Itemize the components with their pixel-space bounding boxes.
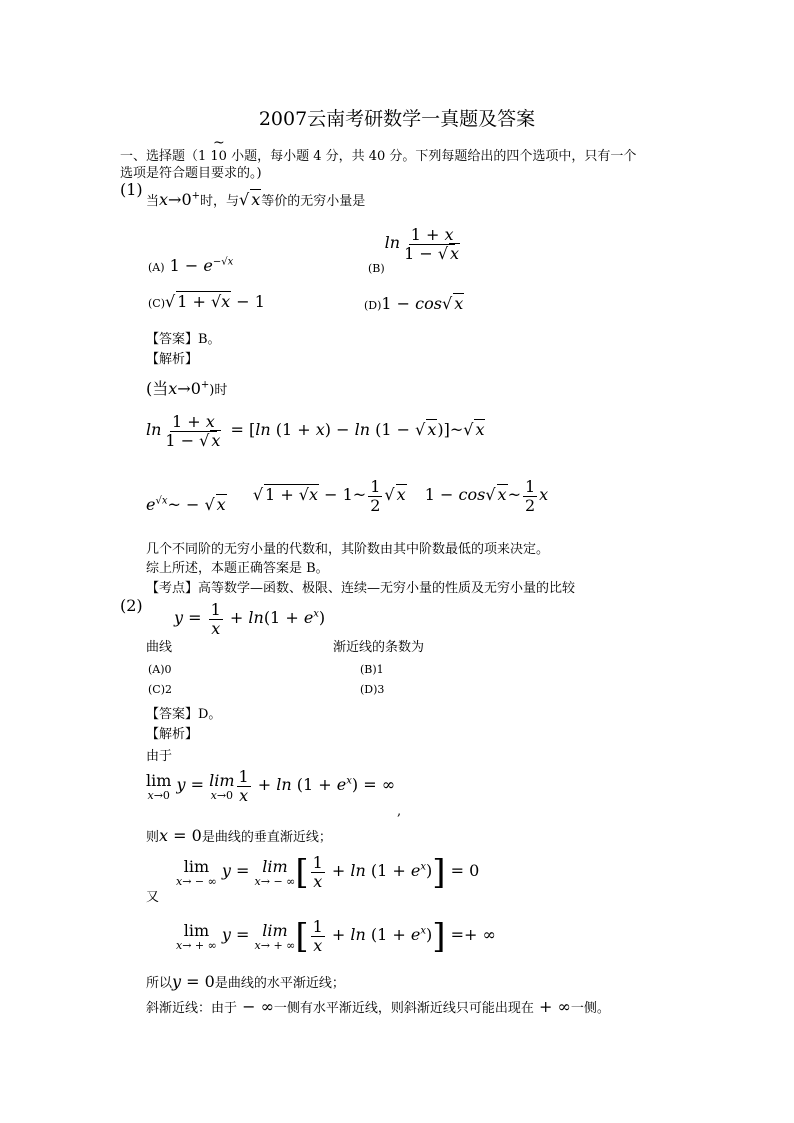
option-b-ln: ln [384, 233, 401, 252]
q2-option-c: (C)2 [148, 683, 172, 696]
q1-when-b: )时 [209, 383, 228, 398]
section-heading-cont: 选项是符合题目要求的。) [120, 166, 262, 181]
q2-so-a: 所以 [146, 976, 173, 991]
option-c-label: (C) [148, 297, 165, 310]
option-c-expr: √ 1 + √x − 1 [165, 292, 265, 311]
q1-answer: 【答案】B。 [146, 332, 221, 347]
section-heading: 一、选择题（1 10 小题，每小题 4 分，共 40 分。下列每题给出的四个选项中，只有一个 [120, 149, 637, 164]
q1-when-a: (当 [146, 379, 169, 398]
option-d-expr: 1 − cos√ x [381, 294, 464, 313]
q2-analysis-label: 【解析】 [146, 727, 199, 742]
sqrt-symbol [239, 190, 249, 209]
q1-limit-expr: x [159, 190, 169, 209]
q2-stem-a: 曲线 [146, 640, 173, 655]
q2-limit-2: lim x→ − ∞ y = lim x→ − ∞ [ $\frac{1}{x}$ + $\ln (1 + e^x)] = 0$ [176, 852, 480, 893]
sqrt-x: x [251, 190, 261, 209]
q2-oblique-c: 一侧。 [570, 1001, 610, 1016]
option-a-label: (A) [148, 261, 165, 274]
q1-stem-b: 时，与 [200, 194, 240, 209]
q1-option-d [364, 294, 464, 313]
q1-option-b [368, 226, 464, 275]
q2-vertical: 则x = 0是曲线的垂直渐近线； [146, 826, 332, 845]
q2-number: (2) [120, 596, 143, 615]
q1-option-c [148, 292, 265, 311]
q2-option-b: (B)1 [360, 663, 384, 676]
option-b-label: (B) [368, 262, 385, 275]
q2-then-a: 则 [146, 830, 160, 845]
tilde-mark: ~ [213, 135, 225, 151]
q1-note-1: 几个不同阶的无穷小量的代数和，其阶数由其中阶数最低的项来决定。 [146, 542, 550, 557]
q2-oblique-a: 斜渐近线：由于 [146, 1001, 238, 1016]
q1-number: (1) [120, 180, 143, 199]
q2-oblique-b: 一侧有水平渐近线，则斜渐近线只可能出现在 [273, 1001, 534, 1016]
q1-stem-a: 当 [146, 194, 160, 209]
q1-when-x: x [168, 379, 178, 398]
q2-answer: 【答案】D。 [146, 707, 222, 722]
q1-analysis-label: 【解析】 [146, 352, 199, 367]
q2-so-b: 是曲线的水平渐近线； [214, 976, 345, 991]
q1-equation-1: ln $\frac{1 + x}{1 - √ x}$ = [ln (1 + x) − ln (1 − √ x)]~√ x [146, 412, 485, 450]
page-title: 2007云南考研数学一真题及答案 [258, 108, 536, 130]
q1-when [146, 376, 227, 399]
q1-option-a [148, 256, 233, 275]
q1-kaodian: 【考点】高等数学—函数、极限、连续—无穷小量的性质及无穷小量的比较 [146, 581, 576, 596]
q1-equation-2: $e^{√x}\sim$ − √ x √ 1 + √x − 1~ $\frac{1}{2}$ √ x 1 − cos√ x~ $\frac{1}{2}$ x [146, 477, 549, 515]
q2-curve-expr: y = $\frac{1}{x}$ + ln⁡(1 + $e^x$) [174, 600, 326, 638]
q2-horizontal: 所以y = 0是曲线的水平渐近线； [146, 972, 345, 991]
q1-when-arrow: →0+ [177, 379, 210, 398]
q2-comma: , [397, 804, 402, 819]
q2-limit-1: lim x→0 y = lim x→0 $\frac{1}{x}$ + $\ln (1 + e^x)$ = ∞ [146, 767, 396, 805]
q1-stem [146, 190, 365, 209]
q1-note-2: 综上所述，本题正确答案是 B。 [146, 561, 329, 576]
q2-since: 由于 [146, 749, 173, 764]
option-a-expr: $1 - e^{-√x}$ [164, 256, 234, 275]
q2-stem-b: 渐近线的条数为 [333, 640, 425, 655]
q2-oblique: 斜渐近线：由于 − ∞一侧有水平渐近线，则斜渐近线只可能出现在 + ∞一侧。 [146, 997, 610, 1016]
option-d-label: (D) [364, 299, 382, 312]
q2-limit-3: lim x→ + ∞ y = lim x→ + ∞ [ $\frac{1}{x}$ + $\ln (1 + e^x)$] =+ ∞ [176, 916, 496, 957]
q2-also: 又 [146, 890, 160, 905]
q2-option-d: (D)3 [360, 683, 385, 696]
q2-option-a: (A)0 [148, 663, 172, 676]
q1-stem-c: 等价的无穷小量是 [261, 194, 366, 209]
arrow-symbol: →0+ [168, 190, 201, 209]
q2-then-b: 是曲线的垂直渐近线； [201, 830, 332, 845]
option-b-fraction: $\frac{1 + x}{1 - √ x}$ [404, 225, 460, 263]
